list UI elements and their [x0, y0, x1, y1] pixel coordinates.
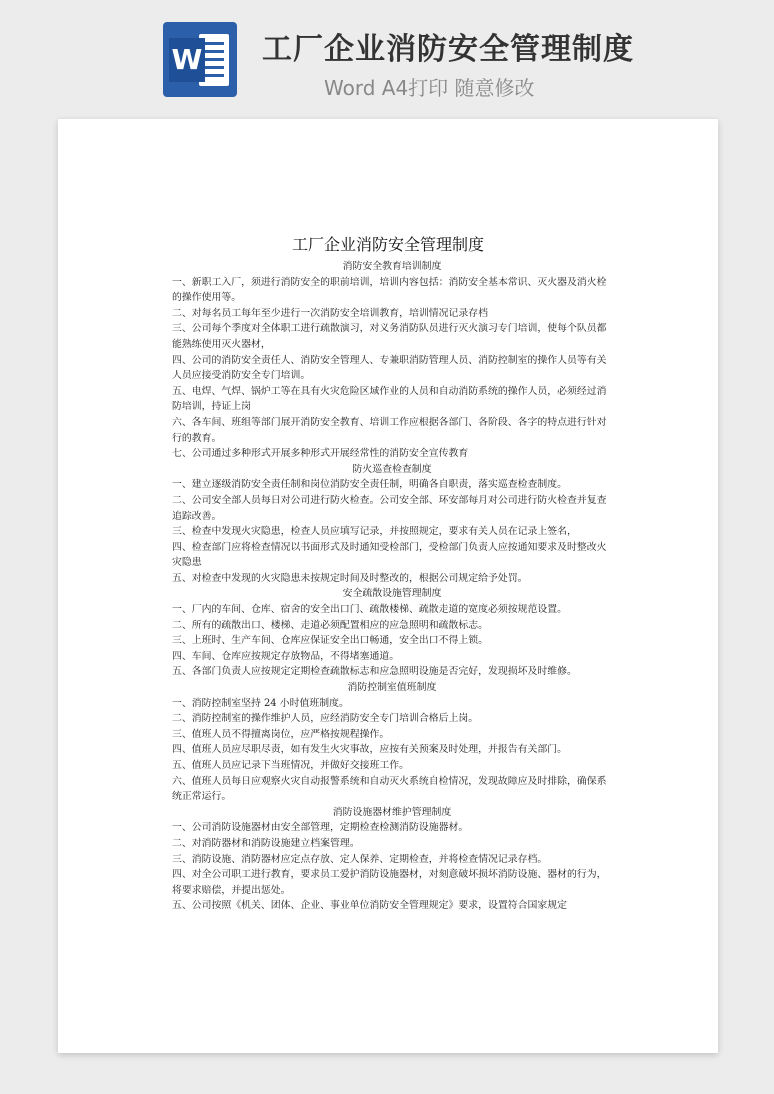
paragraph: 四、对全公司职工进行教育，要求员工爱护消防设施器材，对刻意破坏损坏消防设施、器材的行为，将要求赔偿，并提出惩处。: [172, 869, 607, 896]
header: [0, 0, 774, 112]
paragraph: 五、各部门负责人应按规定定期检查疏散标志和应急照明设施是否完好，发现损坏及时维修。: [172, 666, 577, 678]
document-title: 工厂企业消防安全管理制度: [291, 235, 484, 254]
document-body: [172, 259, 612, 914]
paragraph: 二、所有的疏散出口、楼梯、走道必须配置相应的应急照明和疏散标志。: [172, 619, 489, 631]
document-page: [58, 119, 718, 1053]
paragraph: 四、值班人员应尽职尽责，如有发生火灾事故，应按有关预案及时处理，并报告有关部门。: [172, 744, 568, 756]
paragraph: 三、上班时、生产车间、仓库应保证安全出口畅通，安全出口不得上锁。: [172, 635, 489, 647]
paragraph: 三、消防设施、消防器材应定点存放、定人保养、定期检查，并将检查情况记录存档。: [172, 853, 548, 865]
paragraph: 二、消防控制室的操作维护人员，应经消防安全专门培训合格后上岗。: [172, 713, 479, 725]
header-subtitle: Word A4打印 随意修改: [324, 76, 535, 100]
paragraph: 四、检查部门应将检查情况以书面形式及时通知受检部门，受检部门负责人应按通知要求及时整改火灾隐患: [172, 541, 607, 569]
paragraph: 一、新职工入厂，须进行消防安全的职前培训，培训内容包括：消防安全基本常识、灭火器及消火栓的操作使用等。: [172, 276, 607, 304]
section-heading: 消防安全教育培训制度: [342, 261, 442, 272]
paragraph: 二、公司安全部人员每日对公司进行防火检查。公司安全部、环安部每月对公司进行防火检查并复查追踪改善。: [172, 494, 607, 522]
paragraph: 三、检查中发现火灾隐患，检查人员应填写记录，并按照规定，要求有关人员在记录上签名，: [172, 526, 577, 538]
paragraph: 三、公司每个季度对全体职工进行疏散演习，对义务消防队员进行灭火演习专门培训，使每个队员都能熟练使用灭火器材，: [172, 323, 607, 350]
section-heading: 防火巡查检查制度: [352, 463, 432, 475]
section-heading: 消防设施器材维护管理制度: [332, 806, 452, 818]
paragraph: 一、消防控制室坚持 24 小时值班制度。: [172, 697, 349, 709]
paragraph: 四、公司的消防安全责任人、消防安全管理人、专兼职消防管理人员、消防控制室的操作人员等有关人员应接受消防安全专门培训。: [172, 354, 607, 382]
paragraph: 六、值班人员每日应观察火灾自动报警系统和自动灭火系统自检情况，发现故障应及时排除，确保系统正常运行。: [172, 775, 607, 803]
paragraph: 六、各车间、班组等部门展开消防安全教育、培训工作应根据各部门、各阶段、各字的特点进行针对行的教育。: [172, 416, 607, 444]
paragraph: 五、值班人员应记录下当班情况，并做好交接班工作。: [172, 760, 410, 771]
paragraph: 五、对检查中发现的火灾隐患未按规定时间及时整改的，根据公司规定给予处罚。: [172, 572, 528, 584]
paragraph: 七、公司通过多种形式开展多种形式开展经常性的消防安全宣传教育: [172, 448, 469, 460]
paragraph: 二、对每名员工每年至少进行一次消防安全培训教育，培训情况记录存档: [172, 307, 489, 319]
paragraph: 一、厂内的车间、仓库、宿舍的安全出口门、疏散楼梯、疏散走道的宽度必须按规范设置。: [172, 604, 568, 616]
paragraph: 五、公司按照《机关、团体、企业、事业单位消防安全管理规定》要求，设置符合国家规定: [172, 900, 568, 912]
section-heading: 安全疏散设施管理制度: [342, 588, 442, 600]
paragraph: 四、车间、仓库应按规定存放物品，不得堵塞通道。: [172, 650, 400, 662]
word-document-icon: [163, 22, 237, 97]
paragraph: 五、电焊、气焊、锅炉工等在具有火灾危险区域作业的人员和自动消防系统的操作人员，必须经过消防培训，持证上岗: [172, 385, 607, 413]
paragraph: 三、值班人员不得擅离岗位，应严格按规程操作。: [172, 728, 390, 740]
word-icon-letter: W: [169, 38, 205, 82]
paragraph: 二、对消防器材和消防设施建立档案管理。: [172, 837, 360, 849]
paragraph: 一、建立逐级消防安全责任制和岗位消防安全责任制，明确各自职责，落实巡查检查制度。: [172, 479, 568, 491]
section-heading: 消防控制室值班制度: [347, 682, 437, 694]
paragraph: 一、公司消防设施器材由安全部管理，定期检查检测消防设施器材。: [172, 822, 469, 834]
header-title: 工厂企业消防安全管理制度: [262, 32, 634, 67]
